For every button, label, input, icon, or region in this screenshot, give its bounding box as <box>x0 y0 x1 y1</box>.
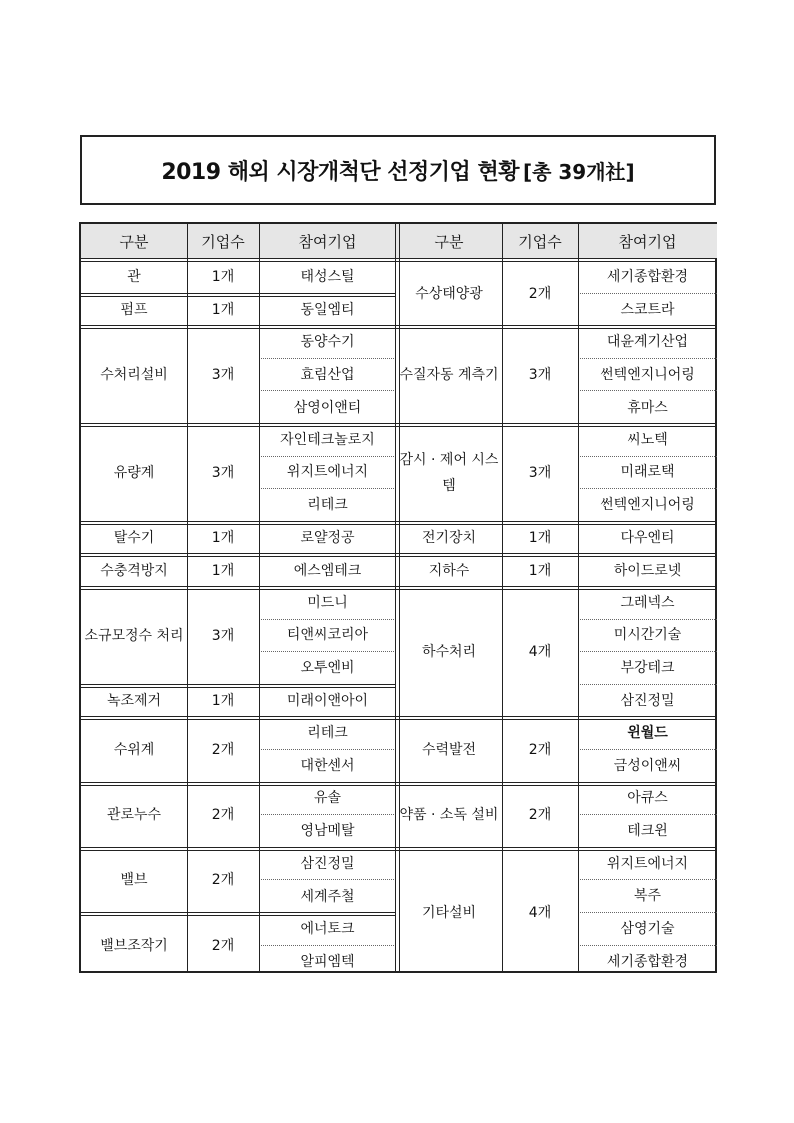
left-category-cell: 소규모정수 처리 <box>84 627 184 644</box>
right-company-cell: 휴마스 <box>627 399 668 416</box>
right-count-cell: 4개 <box>528 644 552 661</box>
left-company-cell: 리테크 <box>259 717 396 750</box>
left-company-cell: 티앤씨코리아 <box>259 620 396 653</box>
left-company-cell: 유솔 <box>259 783 396 816</box>
page-title: 2019 해외 시장개척단 선정기업 현황 <box>161 159 519 185</box>
left-category-cell: 녹조제거 <box>106 693 162 710</box>
left-category-cell: 관 <box>127 269 141 286</box>
left-count-cell: 1개 <box>211 530 235 547</box>
right-count-cell: 2개 <box>528 807 552 824</box>
left-category-cell: 수위계 <box>113 741 155 758</box>
left-company-cell: 대한센서 <box>300 758 355 775</box>
right-company-cell: 세기종합환경 <box>578 261 717 294</box>
left-company-cell: 오투엔비 <box>300 660 355 677</box>
left-count-cell: 1개 <box>211 301 235 318</box>
left-company-cell: 미드니 <box>259 587 396 620</box>
right-company-cell: 대윤계기산업 <box>578 326 717 359</box>
right-category-cell: 하수처리 <box>421 644 477 661</box>
title-box <box>80 135 716 205</box>
left-company-cell: 동일엠티 <box>300 301 355 318</box>
left-category-cell: 펌프 <box>120 301 148 318</box>
left-company-cell: 알피엠텍 <box>300 953 355 970</box>
left-count-cell: 1개 <box>211 269 235 286</box>
right-count-cell: 2개 <box>528 285 552 302</box>
left-company-cell: 로얄정공 <box>300 530 355 547</box>
left-company-cell: 에너토크 <box>259 913 396 946</box>
right-company-cell: 부강테크 <box>578 652 717 685</box>
left-category-cell: 밸브 <box>120 872 148 889</box>
right-count-cell: 1개 <box>528 530 552 547</box>
left-company-cell: 리테크 <box>307 497 348 514</box>
right-count-cell: 2개 <box>528 741 552 758</box>
left-category-cell: 수충격방지 <box>100 562 168 579</box>
left-category-cell: 관로누수 <box>106 807 162 824</box>
right-company-cell: 복주 <box>578 880 717 913</box>
left-category-cell: 밸브조작기 <box>100 937 168 954</box>
left-company-cell: 위지트에너지 <box>259 457 396 490</box>
right-company-cell: 스코트라 <box>620 301 675 318</box>
right-company-cell: 미래로택 <box>578 457 717 490</box>
company-table <box>79 222 717 973</box>
left-company-cell: 세계주철 <box>300 888 355 905</box>
right-company-cell: 위지트에너지 <box>578 848 717 881</box>
left-count-cell: 1개 <box>211 693 235 710</box>
right-company-cell: 테크윈 <box>627 823 668 840</box>
left-company-cell: 태성스틸 <box>300 269 355 286</box>
right-company-cell: 씨노텍 <box>578 424 717 457</box>
right-company-cell: 미시간기술 <box>578 620 717 653</box>
center-double-divider <box>395 224 400 971</box>
right-company-cell: 다우엔티 <box>620 530 675 547</box>
page-title-total: [총 39개社] <box>522 159 635 184</box>
header-category-right: 구분 <box>396 224 502 259</box>
right-company-cell: 삼진정밀 <box>620 693 675 710</box>
column-divider <box>259 224 260 971</box>
right-count-cell: 1개 <box>528 562 552 579</box>
left-company-cell: 영남메탈 <box>300 823 355 840</box>
right-company-cell: 그레넥스 <box>578 587 717 620</box>
left-count-cell: 3개 <box>211 464 235 481</box>
right-category-cell: 지하수 <box>428 562 470 579</box>
right-company-cell: 세기종합환경 <box>606 953 689 970</box>
left-category-cell: 탈수기 <box>113 530 155 547</box>
left-company-cell: 에스엠테크 <box>293 562 362 579</box>
right-company-cell: 하이드로넷 <box>613 562 682 579</box>
left-count-cell: 2개 <box>211 807 235 824</box>
right-category-cell: 수질자동 계측기 <box>399 367 499 384</box>
left-count-cell: 2개 <box>211 937 235 954</box>
right-category-cell: 전기장치 <box>421 530 477 547</box>
right-company-cell: 썬텍엔지니어링 <box>578 359 717 392</box>
header-count-right: 기업수 <box>502 224 578 259</box>
left-company-cell: 효림산업 <box>259 359 396 392</box>
left-company-cell: 자인테크놀로지 <box>259 424 396 457</box>
left-category-cell: 유량계 <box>113 464 155 481</box>
left-company-cell: 삼영이앤티 <box>293 399 362 416</box>
left-count-cell: 2개 <box>211 872 235 889</box>
right-category-cell: 기타설비 <box>421 904 477 921</box>
right-company-cell: 금성이앤씨 <box>613 758 682 775</box>
left-count-cell: 1개 <box>211 562 235 579</box>
right-company-cell: 썬텍엔지니어링 <box>600 497 695 514</box>
column-divider <box>502 224 503 971</box>
header-category: 구분 <box>81 224 187 259</box>
header-companies-right: 참여기업 <box>578 224 717 259</box>
right-company-cell: 삼영기술 <box>578 913 717 946</box>
left-count-cell: 2개 <box>211 741 235 758</box>
right-count-cell: 4개 <box>528 904 552 921</box>
left-count-cell: 3개 <box>211 627 235 644</box>
right-category-cell: 수상태양광 <box>415 285 483 302</box>
right-count-cell: 3개 <box>528 464 552 481</box>
header-companies: 참여기업 <box>259 224 396 259</box>
right-company-cell: 아큐스 <box>578 783 717 816</box>
right-count-cell: 3개 <box>528 367 552 384</box>
header-count: 기업수 <box>187 224 259 259</box>
left-category-cell: 수처리설비 <box>100 367 168 384</box>
left-count-cell: 3개 <box>211 367 235 384</box>
right-category-cell: 약품 · 소독 설비 <box>399 807 499 824</box>
left-company-cell: 동양수기 <box>259 326 396 359</box>
column-divider <box>578 224 579 971</box>
right-company-cell: 윈월드 <box>578 717 717 750</box>
right-category-cell: 감시 · 제어 시스템 <box>399 451 499 494</box>
left-company-cell: 삼진정밀 <box>259 848 396 881</box>
column-divider <box>187 224 188 971</box>
left-company-cell: 미래이앤아이 <box>286 693 369 710</box>
right-category-cell: 수력발전 <box>421 741 477 758</box>
